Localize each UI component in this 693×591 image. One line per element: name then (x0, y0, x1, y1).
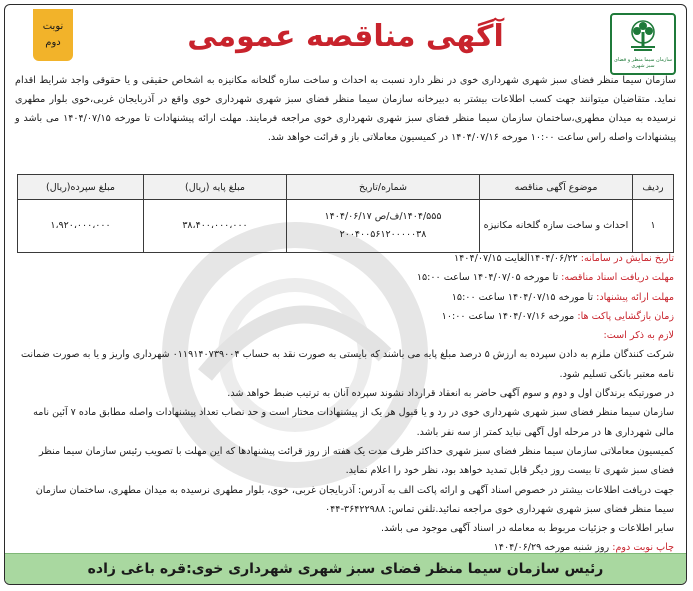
signature-footer: رئیس سازمان سیما منظر فضای سبز شهری شهرداری خوی:قره باغی زاده (5, 553, 686, 584)
cell-deposit-amount: ۱،۹۲۰،۰۰۰،۰۰۰ (18, 200, 144, 253)
cell-base-amount: ۳۸،۴۰۰،۰۰۰،۰۰۰ (144, 200, 287, 253)
note-commission: کمیسیون معاملاتی سازمان سیما منظر فضای سبز شهری حداکثر ظرف مدت یک هفته از روز قرائت پیشنهادها که این مهلت با تصویب رئیس سازمان سیما منظر فضای سبز شهری تا بیست روز دیگر قابل تمدید خواهد بود، نظر خود را اعلام نماید. (38, 445, 674, 477)
details-section (17, 249, 674, 558)
print-date-label: چاپ نوبت دوم: (612, 542, 674, 554)
notice-frame (4, 4, 687, 585)
intro-paragraph: سازمان سیما منظر فضای سبز شهری شهرداری خوی در نظر دارد نسبت به احداث و ساخت سازه گلخانه مکانیزه به اشخاص حقیقی و یا حقوقی واجد شرایط اقدام نماید. متقاضیان میتوانند جهت کسب اطلاعات بیشتر به دبیرخانه سازمان سیما منظر فضای سبز شهری شهرداری خوی واقع در آذربایجان غربی،خوی بلوار مطهری نرسیده به میدان مطهری،ساختمان سازمان سیما منظر فضای سبز شهری شهرداری خوی مراجعه فرمایند. مهلت ارائه پیشنهادات تا مورخه ۱۴۰۴/۰۷/۱۵ می باشد و پیشنهادات واصله راس ساعت ۱۰:۰۰ مورخه ۱۴۰۴/۰۷/۱۶ در کمیسیون معاملاتی باز و قرائت خواهد شد. (15, 75, 676, 143)
note-deposit: شرکت کنندگان ملزم به دادن سپرده به ارزش ۵ درصد مبلغ پایه می باشند که بایستی به صورت نقد به حساب ۰۱۱۹۱۴۰۷۳۹۰۰۴ شهرداری واریز و یا به صورت ضمانت نامه معتبر بانکی تسلیم شود. (21, 349, 674, 380)
col-subject: موضوع آگهی مناقصه (480, 175, 633, 200)
display-date-label: تاریخ نمایش در سامانه: (580, 253, 674, 264)
display-date-line (17, 249, 674, 268)
page-title: آگهی مناقصه عمومی (187, 19, 504, 54)
note-winners: در صورتیکه برندگان اول و دوم و سوم آگهی حاضر به انعقاد قرارداد نشوند سپرده آنان به ترتیب ضبط خواهد شد. (227, 388, 674, 400)
table-header-row (18, 175, 674, 200)
display-date-value: ۱۴۰۴/۰۶/۲۲الغایت ۱۴۰۴/۰۷/۱۵ (453, 253, 581, 264)
doc-deadline-value: تا مورخه ۱۴۰۴/۰۷/۰۵ ساعت ۱۵:۰۰ (416, 272, 562, 284)
opening-time-label: زمان بازگشایی پاکت ها: (577, 310, 674, 322)
opening-time-line (17, 307, 674, 326)
tender-table (17, 174, 674, 253)
col-row: ردیف (633, 175, 674, 200)
number-line-2: ۲۰۰۴۰۰۵۶۱۲۰۰۰۰۰۳۸ (339, 229, 427, 240)
col-deposit-amount: مبلغ سپرده(ریال) (18, 175, 144, 200)
note-address: جهت دریافت اطلاعات بیشتر در خصوص اسناد آگهی و ارائه پاکت الف به آدرس: آذربایجان غربی، خوی، بلوار مطهری نرسیده به میدان مطهری، ساختمان سازمان سیما منظر فضای سبز شهری شهرداری خوی مراجعه نمائید.تلفن تماس: ۳۶۴۲۲۹۸۸-۰۴۴ (35, 484, 674, 515)
cell-subject: احداث و ساخت سازه گلخانه مکانیزه (480, 200, 633, 253)
notes-label: لازم به ذکر است: (603, 330, 674, 342)
organization-logo (610, 13, 676, 75)
logo-caption: سازمان سیما منظر و فضای سبز شهری (613, 57, 673, 69)
badge-line-1: نوبت (42, 21, 64, 32)
opening-time-value: مورخه ۱۴۰۴/۰۷/۱۶ ساعت ۱۰:۰۰ (441, 310, 578, 322)
doc-deadline-label: مهلت دریافت اسناد مناقصه: (561, 272, 674, 284)
print-date-value: روز شنبه مورخه ۱۴۰۴/۰۶/۲۹ (493, 542, 613, 554)
bid-deadline-line (17, 288, 674, 307)
doc-deadline-line (17, 268, 674, 287)
badge-line-2: دوم (45, 37, 61, 48)
note-other: سایر اطلاعات و جزئیات مربوط به معامله در اسناد آگهی موجود می باشد. (381, 523, 674, 535)
notes-heading (17, 326, 674, 345)
col-base-amount: مبلغ پایه (ریال) (144, 175, 287, 200)
tree-logo-icon (623, 19, 663, 55)
col-number-date: شماره/تاریخ (287, 175, 480, 200)
bid-deadline-label: مهلت ارائه پیشنهاد: (596, 291, 674, 303)
number-line-1: ۱۴۰۴/۵۵۵/ف/ص ۱۴۰۴/۰۶/۱۷ (324, 211, 442, 222)
table-row (18, 200, 674, 253)
cell-number-date (287, 200, 480, 253)
bid-deadline-value: تا مورخه ۱۴۰۴/۰۷/۱۵ ساعت ۱۵:۰۰ (451, 291, 597, 303)
cell-row: ۱ (633, 200, 674, 253)
note-rights: سازمان سیما منظر فضای سبز شهری شهرداری خوی در رد و یا قبول هر یک از پیشنهادات مختار است و حد نصاب تعداد پیشنهادات واصله مطابق ماده ۷ آئین نامه مالی شهرداری ها در مرحله اول آگهی نباید کمتر از سه نفر باشد. (33, 407, 674, 438)
